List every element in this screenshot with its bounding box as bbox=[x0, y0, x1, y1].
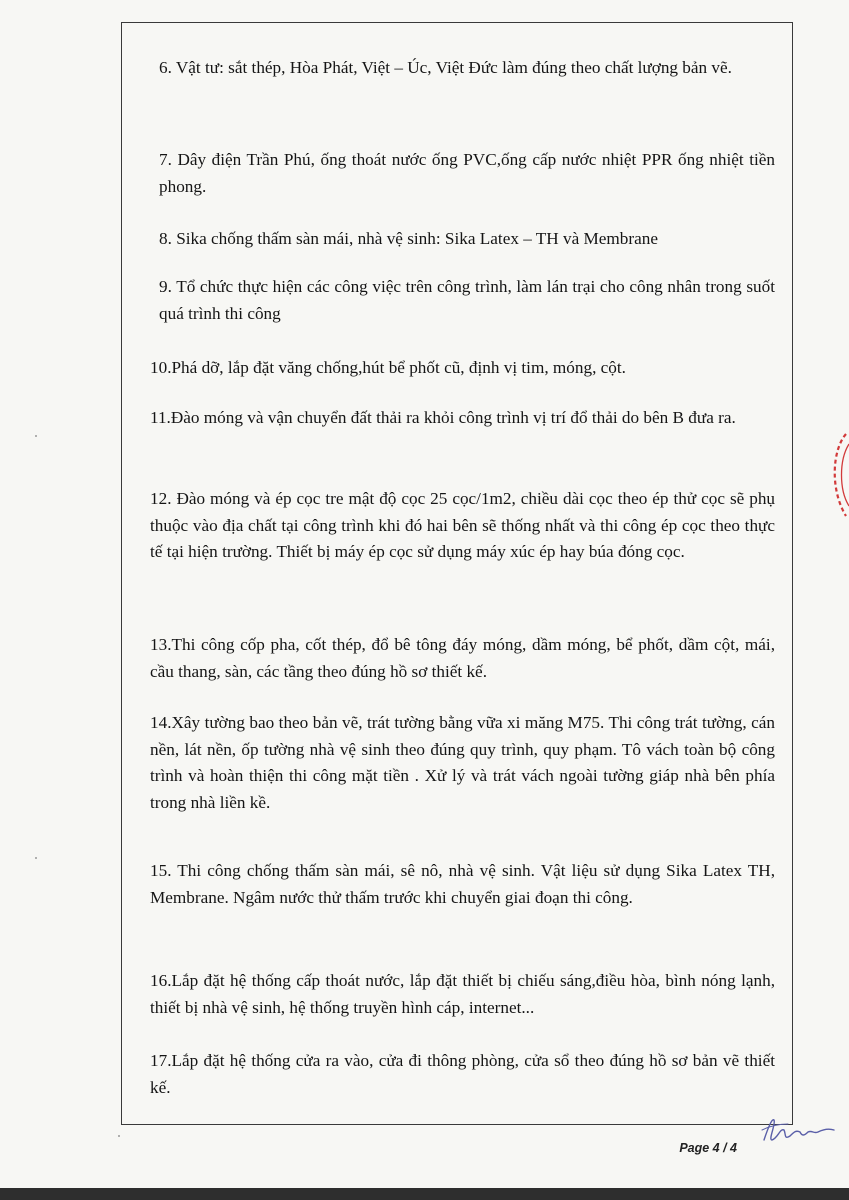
page-number: Page 4 / 4 bbox=[679, 1141, 737, 1155]
item-text: Lắp đặt hệ thống cửa ra vào, cửa đi thông phòng, cửa sổ theo đúng hồ sơ bản vẽ thiết kế. bbox=[150, 1051, 775, 1097]
item-number: 16. bbox=[150, 971, 172, 990]
list-item-6 bbox=[159, 55, 775, 82]
item-number: 9. bbox=[159, 277, 172, 296]
item-text: Lắp đặt hệ thống cấp thoát nước, lắp đặt thiết bị chiếu sáng,điều hòa, bình nóng lạnh, thiết bị nhà vệ sinh, hệ thống truyền hình cáp, internet... bbox=[150, 971, 775, 1017]
item-number: 13. bbox=[150, 635, 172, 654]
item-number: 12. bbox=[150, 489, 172, 508]
item-text: Đào móng và ép cọc tre mật độ cọc 25 cọc/1m2, chiều dài cọc theo ép thử cọc sẽ phụ thuộc vào địa chất tại công trình khi đó hai bên sẽ thống nhất và thi công ép cọc theo thực tế tại hiện trường. Thiết bị máy ép cọc sử dụng máy xúc ép hay búa đóng cọc. bbox=[150, 489, 776, 561]
item-number: 15. bbox=[150, 861, 172, 880]
scan-speck bbox=[35, 857, 37, 859]
list-item-14 bbox=[150, 710, 775, 816]
item-text: Thi công cốp pha, cốt thép, đổ bê tông đáy móng, dầm móng, bể phốt, dầm cột, mái, cầu thang, sàn, các tầng theo đúng hồ sơ thiết kế. bbox=[150, 635, 775, 681]
item-number: 7. bbox=[159, 150, 172, 169]
list-item-8 bbox=[159, 226, 775, 253]
list-item-10 bbox=[150, 355, 775, 382]
item-number: 17. bbox=[150, 1051, 172, 1070]
item-text: Vật tư: sắt thép, Hòa Phát, Việt – Úc, Việt Đức làm đúng theo chất lượng bản vẽ. bbox=[175, 58, 732, 77]
stamp-edge-mark bbox=[824, 430, 849, 520]
item-number: 11. bbox=[150, 408, 171, 427]
item-number: 14. bbox=[150, 713, 172, 732]
list-item-9 bbox=[159, 274, 775, 327]
signature-mark bbox=[758, 1110, 838, 1150]
item-text: Sika chống thấm sàn mái, nhà vệ sinh: Sika Latex – TH và Membrane bbox=[176, 229, 658, 248]
item-number: 6. bbox=[159, 58, 172, 77]
item-text: Dây điện Trần Phú, ống thoát nước ống PVC,ống cấp nước nhiệt PPR ống nhiệt tiền phong. bbox=[159, 150, 776, 196]
list-item-13 bbox=[150, 632, 775, 685]
list-item-12 bbox=[150, 486, 775, 566]
item-text: Xây tường bao theo bản vẽ, trát tường bằng vữa xi măng M75. Thi công trát tường, cán nền, lát nền, ốp tường nhà vệ sinh theo đúng quy trình, quy phạm. Tô vách toàn bộ công trình và hoàn thiện thi công mặt tiền . Xử lý và trát vách ngoài tường giáp nhà bên phía trong nhà liền kề. bbox=[150, 713, 775, 812]
item-text: Phá dỡ, lắp đặt văng chống,hút bể phốt cũ, định vị tim, móng, cột. bbox=[171, 358, 626, 377]
scan-speck bbox=[118, 1135, 120, 1137]
scan-speck bbox=[35, 435, 37, 437]
item-text: Tổ chức thực hiện các công việc trên công trình, làm lán trại cho công nhân trong suốt quá trình thi công bbox=[159, 277, 775, 323]
scan-bottom-edge bbox=[0, 1188, 849, 1200]
list-item-11 bbox=[150, 405, 775, 432]
list-item-7 bbox=[159, 147, 775, 200]
item-text: Thi công chống thấm sàn mái, sê nô, nhà vệ sinh. Vật liệu sử dụng Sika Latex TH, Membrane. Ngâm nước thử thấm trước khi chuyển giai đoạn thi công. bbox=[150, 861, 775, 907]
list-item-16 bbox=[150, 968, 775, 1021]
item-text: Đào móng và vận chuyển đất thải ra khỏi công trình vị trí đổ thải do bên B đưa ra. bbox=[170, 408, 736, 427]
item-number: 8. bbox=[159, 229, 172, 248]
list-item-17 bbox=[150, 1048, 775, 1101]
item-number: 10. bbox=[150, 358, 172, 377]
list-item-15 bbox=[150, 858, 775, 911]
